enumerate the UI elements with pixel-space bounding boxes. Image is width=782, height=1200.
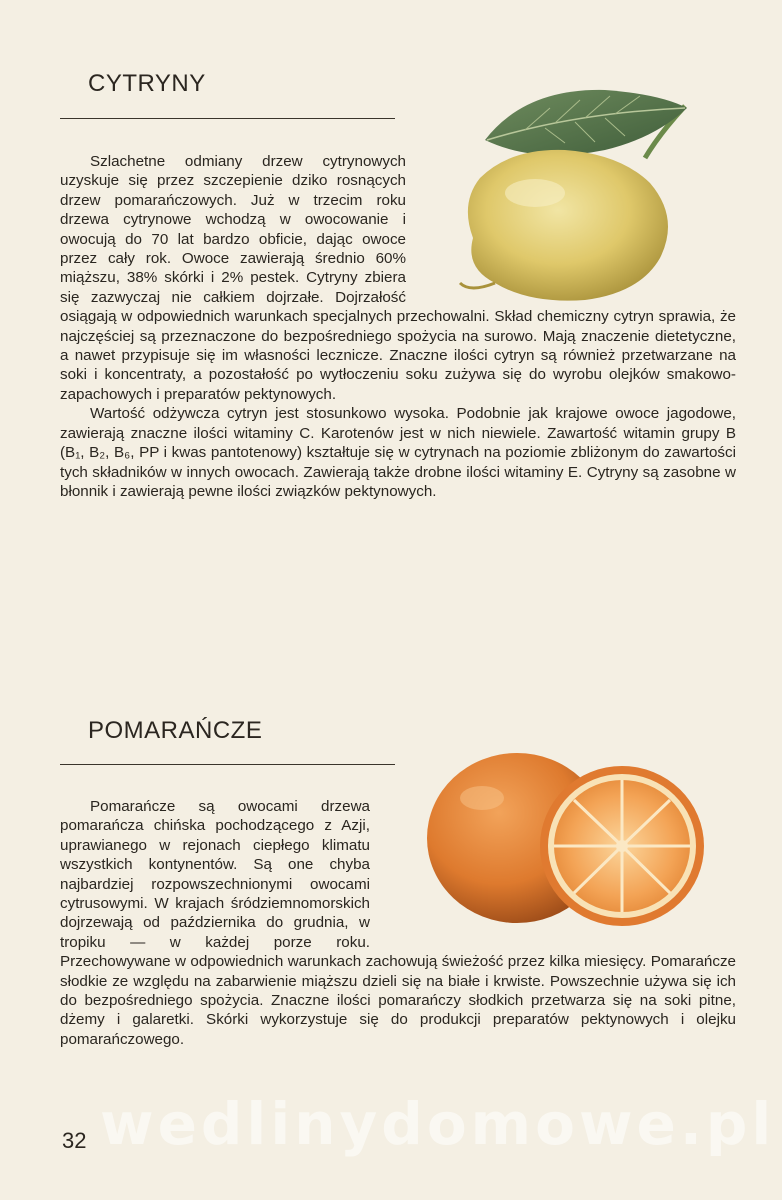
section-heading-oranges: POMARAŃCZE: [88, 717, 263, 744]
heading-rule: [60, 118, 395, 119]
watermark-text: wedlinydomowe.pl: [100, 1090, 776, 1158]
oranges-paragraph-1: Pomarańcze są owocami drzewa pomarańcza chińska pochodzącego z Azji, uprawianego w rejonach ciepłego klimatu wszystkich kontynentów. Są one chyba najbardziej rozpowszechnionymi owocami cytrusowymi. W krajach śródziemnomorskich dojrzewają od października do grudnia, w tropiku — w każdej porze roku. Przechowywane w odpowiednich warunkach zachowują świeżość przez kilka miesięcy. Pomarańcze słodkie ze względu na zabarwienie miąższu dzieli się na białe i krwiste. Powszechnie używa się ich do bezpośredniego spożycia. Znaczne ilości pomarańczy słodkich przetwarza się na soki pitne, dżemy i galaretki. Skórki wykorzystuje się do produkcji preparatów pektynowych i olejku pomarańczowego.: [60, 798, 736, 1048]
heading-rule: [60, 764, 395, 765]
oranges-text: [60, 797, 736, 1049]
lemons-paragraph-1: Szlachetne odmiany drzew cytrynowych uzyskuje się przez szczepienie dziko rosnących drzew pomarańczowych. Już w trzecim roku drzewa cytrynowe wchodzą w owocowanie i owocują do 70 lat bardzo obficie, dając owoce przez cały rok. Owoce zawierają średnio 60% miąższu, 38% skórki i 2% pestek. Cytryny zbiera się zazwyczaj nie całkiem dojrzałe. Dojrzałość osiągają w odpowiednich warunkach specjalnych przechowalni. Skład chemiczny cytryn sprawia, że najczęściej są przeznaczone do bezpośredniego spożycia na surowo. Mają znaczenie dietetyczne, a nawet przypisuje się im własności lecznicze. Znaczne ilości cytryn są również przetwarzane na soki i koncentraty, a pozostałość po wytłoczeniu soku zużywa się do wyrobu olejków smakowo-zapachowych i preparatów pektynowych.: [60, 153, 736, 403]
orange-illustration-spacer: [370, 797, 736, 934]
lemon-illustration-spacer: [406, 152, 736, 300]
lemons-text: [60, 152, 736, 501]
section-heading-lemons: CYTRYNY: [88, 70, 206, 97]
page-number: 32: [62, 1128, 87, 1153]
lemons-paragraph-2: Wartość odżywcza cytryn jest stosunkowo wysoka. Podobnie jak krajowe owoce jagodowe, zawierają znaczne ilości witaminy C. Karotenów jest w nich niewiele. Zawartość witamin grupy B (B₁, B₂, B₆, PP i kwas pantotenowy) kształtuje się w cytrynach na poziomie zbliżonym do zawartości tych składników w innych owocach. Zawierają także drobne ilości witaminy E. Cytryny są zasobne w błonnik i zawierają pewne ilości związków pektynowych.: [60, 405, 736, 500]
